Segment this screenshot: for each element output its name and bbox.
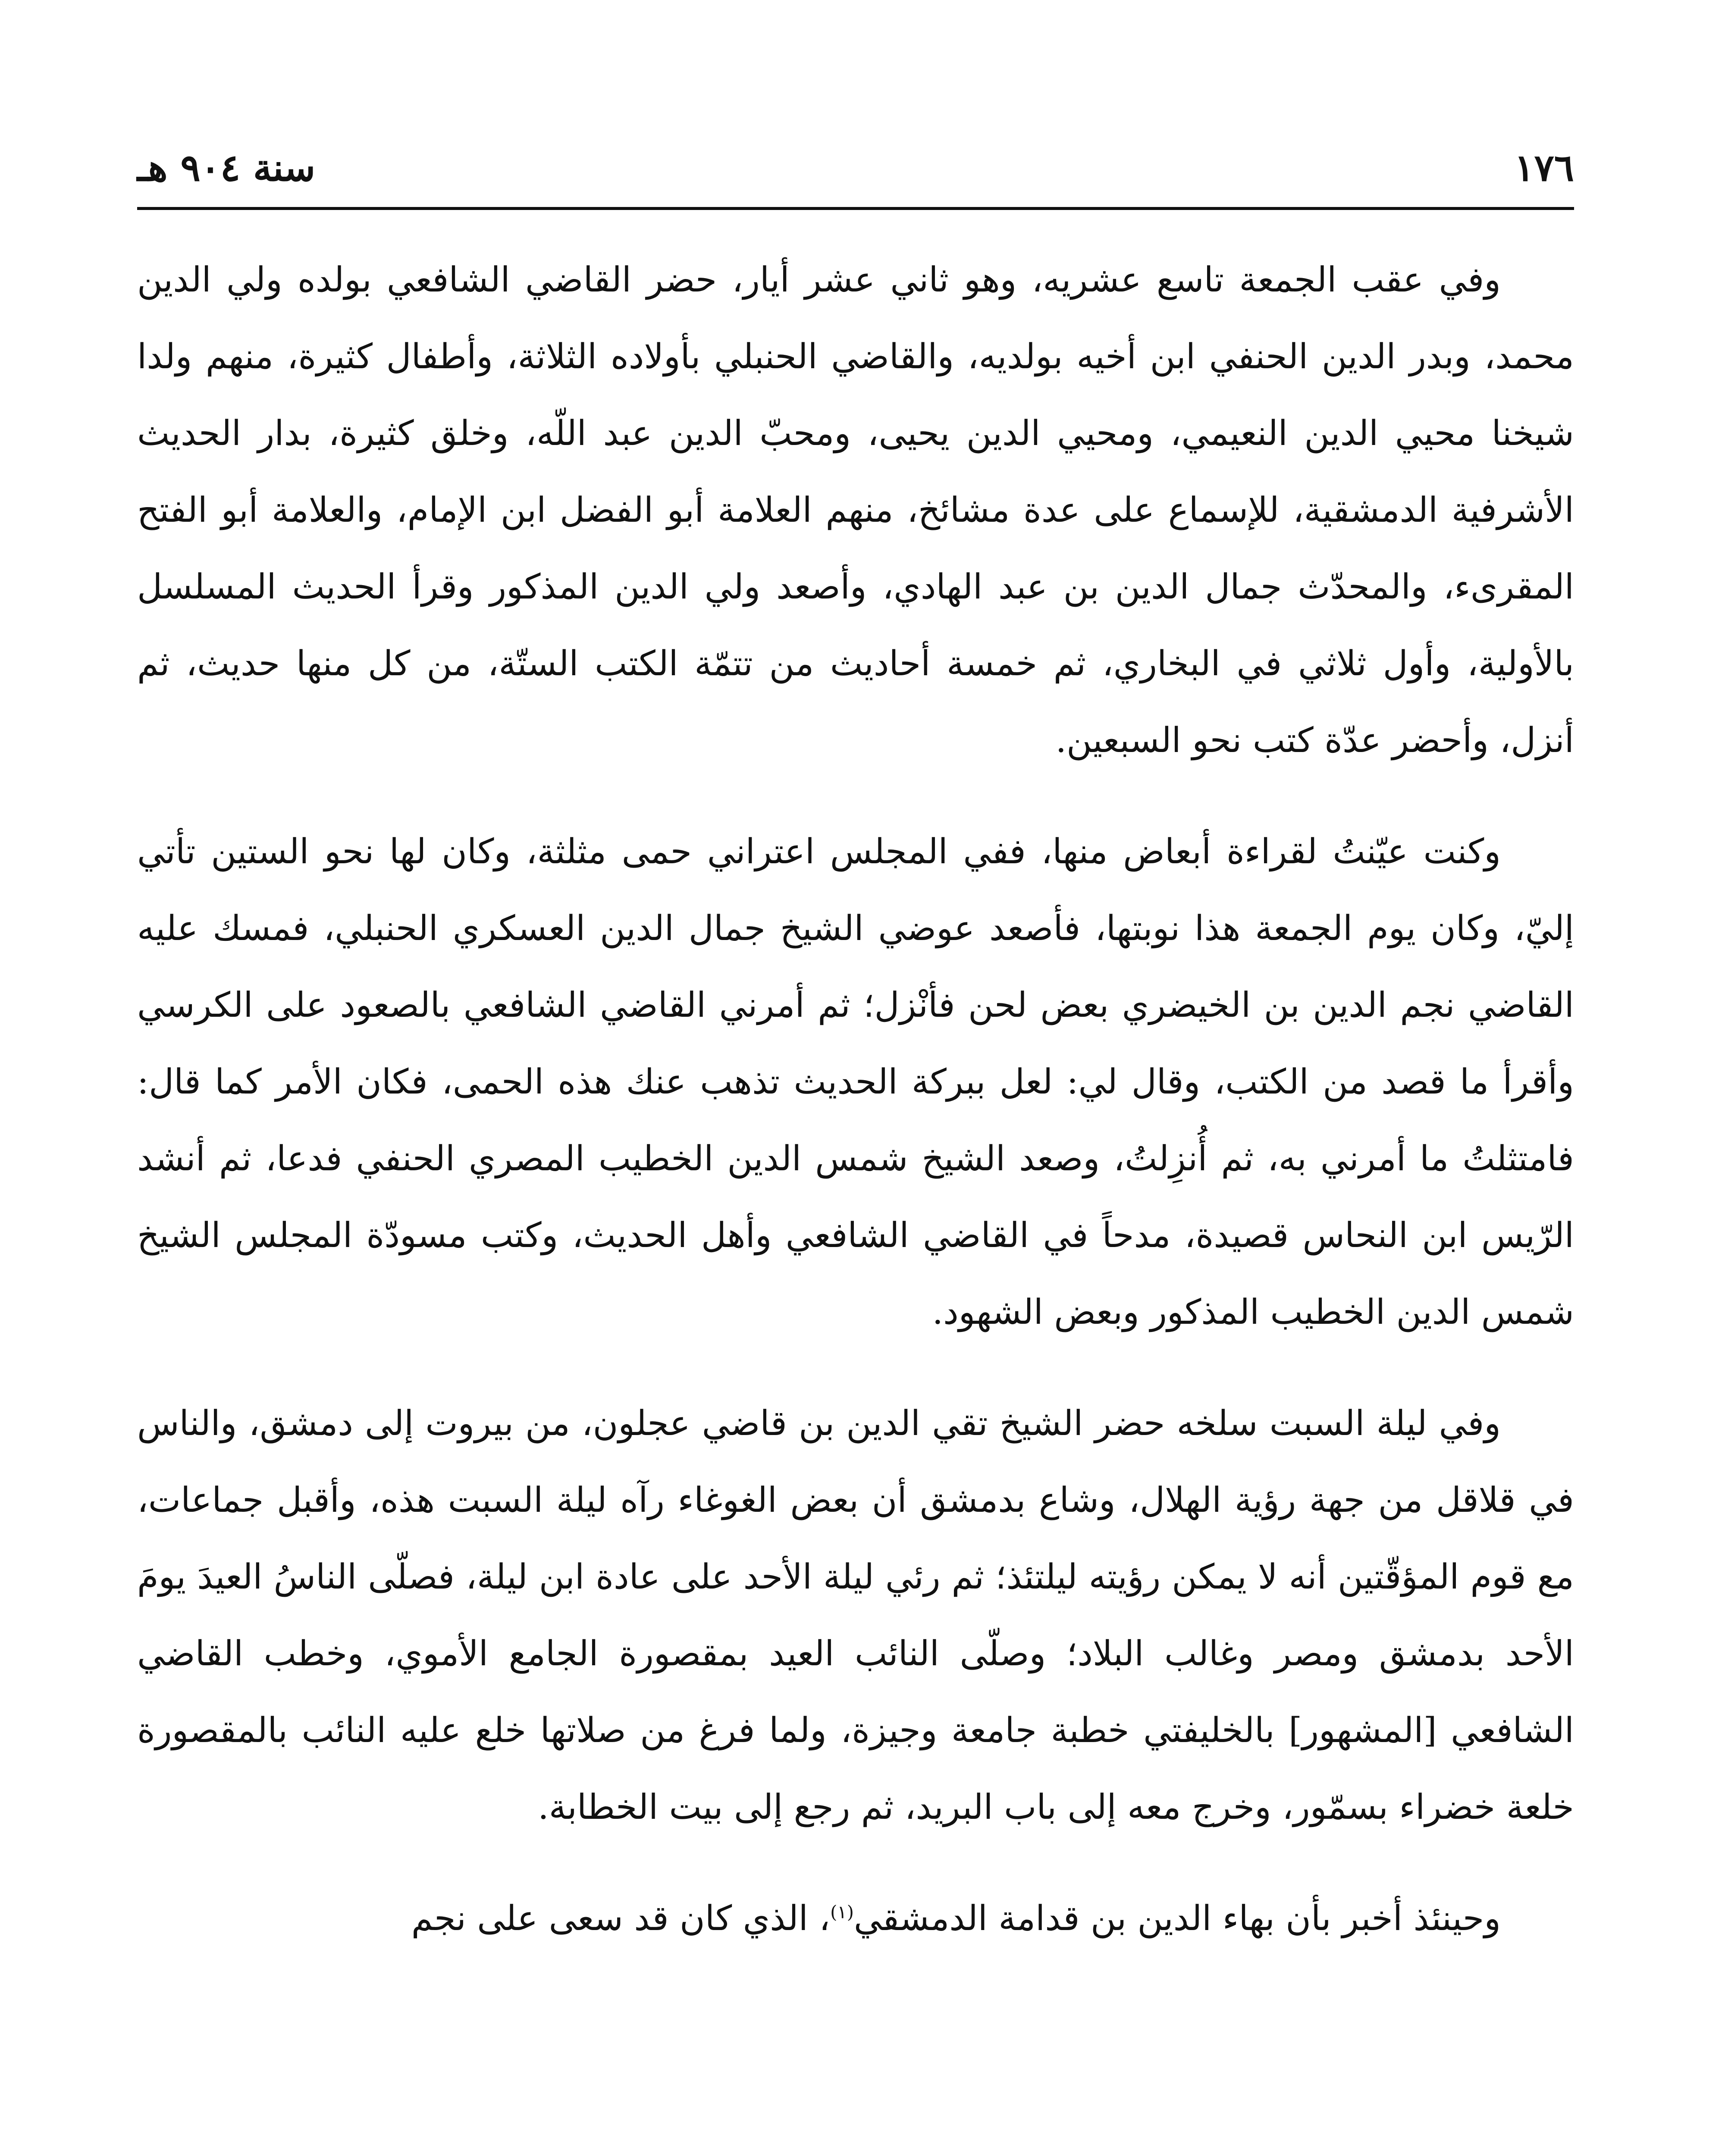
paragraph-3: وفي ليلة السبت سلخه حضر الشيخ تقي الدين بن قاضي عجلون، من بيروت إلى دمشق، والناس في قلاقل من جهة رؤية الهلال، وشاع بدمشق أن بعض الغوغاء رآه ليلة السبت هذه، وأقبل جماعات، مع قوم المؤقّتين أنه لا يمكن رؤيته ليلتئذ؛ ثم رئي ليلة الأحد على عادة ابن ليلة، فصلّى الناسُ العيدَ يومَ الأحد بدمشق ومصر وغالب البلاد؛ وصلّى النائب العيد بمقصورة الجامع الأموي، وخطب القاضي الشافعي [المشهور] بالخليفتي خطبة جامعة وجيزة، ولما فرغ من صلاتها خلع عليه النائب بالمقصورة خلعة خضراء بسمّور، وخرج معه إلى باب البريد، ثم رجع إلى بيت الخطابة. [137,1403,1574,1827]
main-text [137,241,1574,1991]
running-head-year: سنة ٩٠٤ هـ [137,146,316,190]
paragraph-4-text-start: وحينئذ أخبر بأن بهاء الدين بن قدامة الدمشقي [853,1898,1501,1938]
paragraph-1: وفي عقب الجمعة تاسع عشريه، وهو ثاني عشر أيار، حضر القاضي الشافعي بولده ولي الدين محمد، وبدر الدين الحنفي ابن أخيه بولديه، والقاضي الحنبلي بأولاده الثلاثة، وأطفال كثيرة، منهم ولدا شيخنا محيي الدين النعيمي، ومحيي الدين يحيى، ومحبّ الدين عبد اللّه، وخلق كثيرة، بدار الحديث الأشرفية الدمشقية، للإسماع على عدة مشائخ، منهم العلامة أبو الفضل ابن الإمام، والعلامة أبو الفتح المقرىء، والمحدّث جمال الدين بن عبد الهادي، وأصعد ولي الدين المذكور وقرأ الحديث المسلسل بالأولية، وأول ثلاثي في البخاري، ثم خمسة أحاديث من تتمّة الكتب الستّة، من كل منها حديث، ثم أنزل، وأحضر عدّة كتب نحو السبعين. [137,260,1574,760]
footnote-reference: (١) [830,1901,854,1923]
paragraph-4-text-end: ، الذي كان قد سعى على نجم [411,1898,831,1938]
page-number: ١٧٦ [1514,146,1574,190]
page-header [137,136,1574,201]
paragraph-4 [137,1880,1574,1957]
header-divider [137,207,1574,210]
paragraph-2: وكنت عيّنتُ لقراءة أبعاض منها، ففي المجلس اعتراني حمى مثلثة، وكان لها نحو الستين تأتي إليّ، وكان يوم الجمعة هذا نوبتها، فأصعد عوضي الشيخ جمال الدين العسكري الحنبلي، فمسك عليه القاضي نجم الدين بن الخيضري بعض لحن فأنْزل؛ ثم أمرني القاضي الشافعي بالصعود على الكرسي وأقرأ ما قصد من الكتب، وقال لي: لعل ببركة الحديث تذهب عنك هذه الحمى، فكان الأمر كما قال: فامتثلتُ ما أمرني به، ثم أُنزِلتُ، وصعد الشيخ شمس الدين الخطيب المصري الحنفي فدعا، ثم أنشد الرّيس ابن النحاس قصيدة، مدحاً في القاضي الشافعي وأهل الحديث، وكتب مسودّة المجلس الشيخ شمس الدين الخطيب المذكور وبعض الشهود. [137,831,1574,1332]
